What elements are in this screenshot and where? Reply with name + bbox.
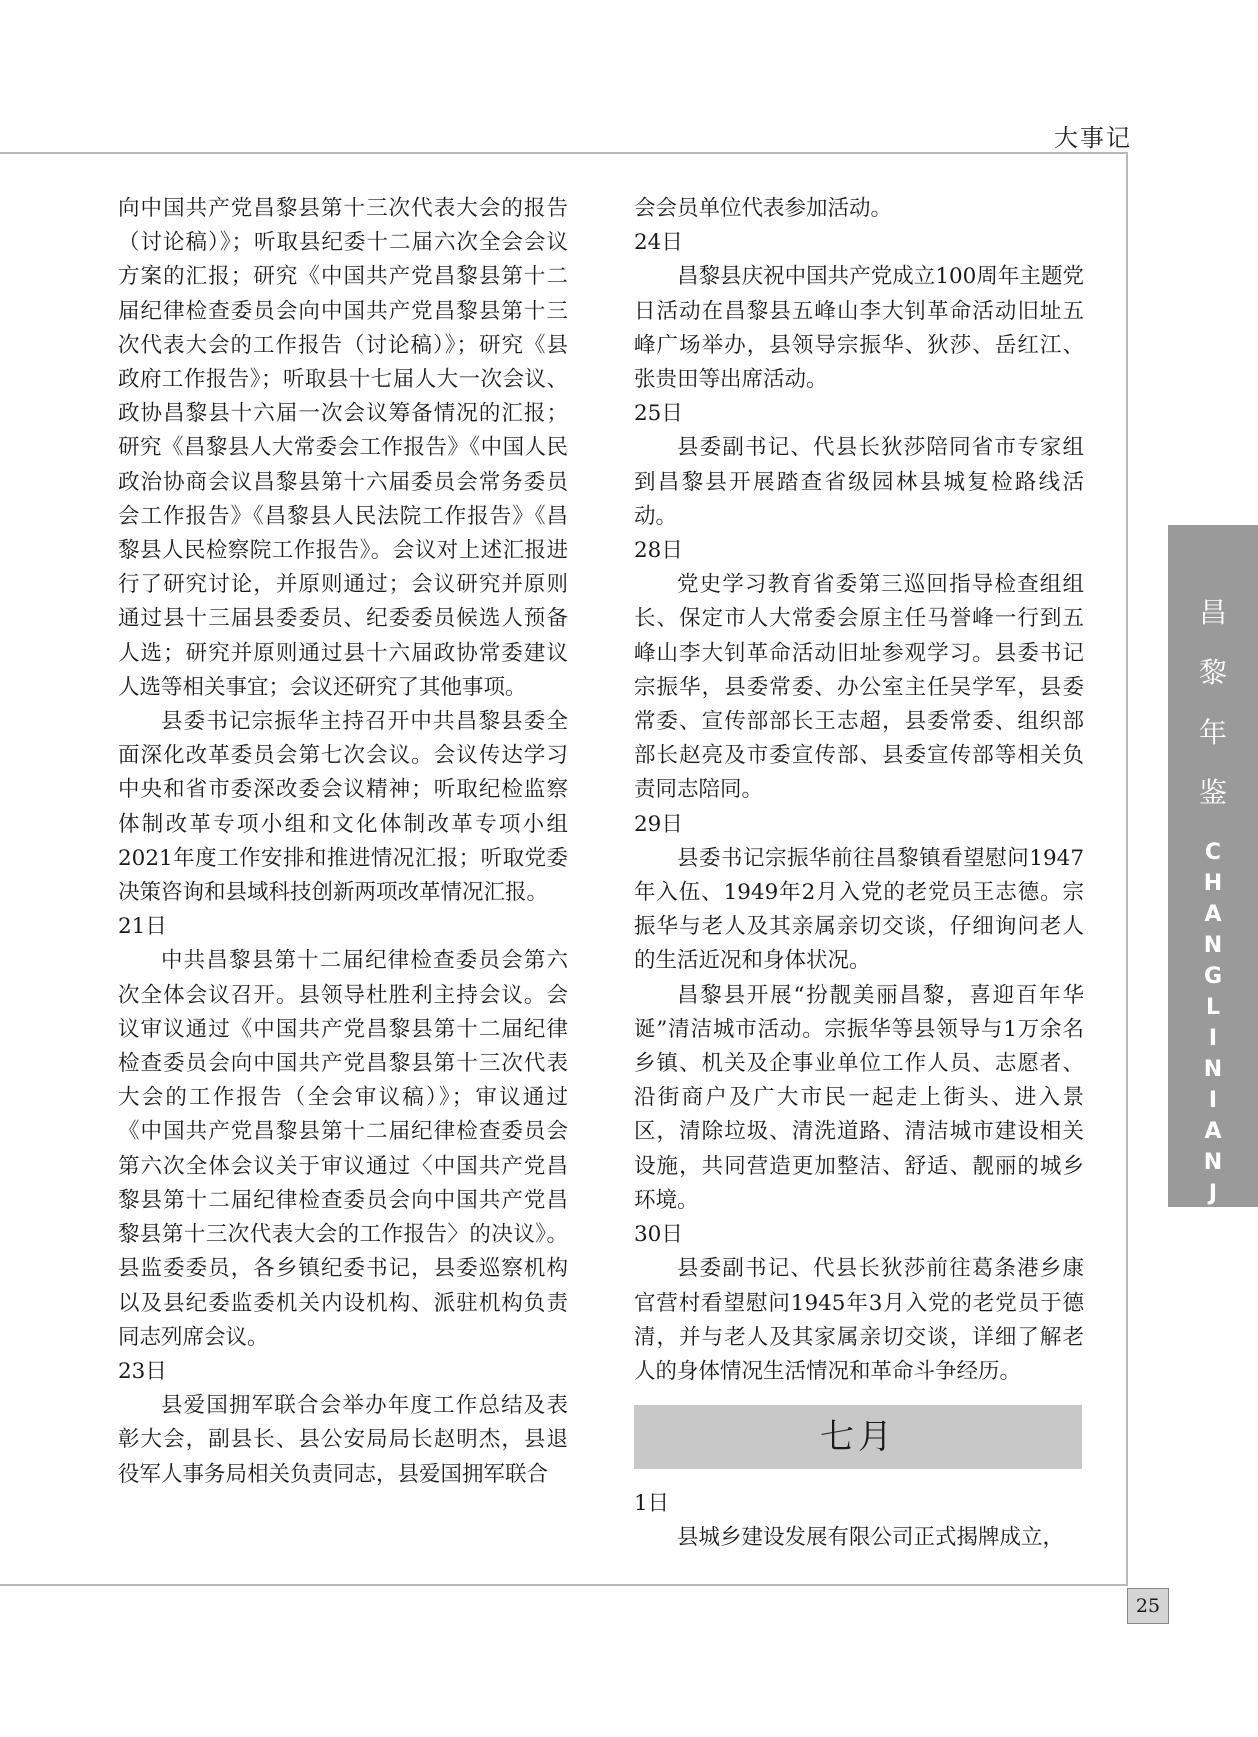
entry-date: 25日 (634, 401, 683, 427)
entry-paragraph: 县委副书记、代县长狄莎前往葛条港乡康官营村看望慰问1945年3月入党的老党员于德清，并与老人及其家属亲切交谈，详细了解老人的身体情况生活情况和革命斗争经历。 (634, 1256, 1084, 1384)
month-heading: 七月 (634, 1405, 1082, 1469)
right-column (634, 192, 1084, 1556)
side-tab-letter: I (1208, 1026, 1218, 1051)
left-column (118, 192, 568, 1492)
entry-paragraph: 县委书记宗振华主持召开中共昌黎县委全面深化改革委员会第七次会议。会议传达学习中央和省市委深改委会议精神；听取纪检监察体制改革专项小组和文化体制改革专项小组2021年度工作安排和推进情况汇报；听取党委决策咨询和县域科技创新两项改革情况汇报。 (118, 709, 568, 906)
entry-paragraph: 县委书记宗振华前往昌黎镇看望慰问1947年入伍、1949年2月入党的老党员王志德。宗振华与老人及其亲属亲切交谈，仔细询问老人的生活近况和身体状况。 (634, 845, 1084, 974)
entry-date: 21日 (118, 914, 167, 940)
side-tab-char: 昌 (1198, 596, 1227, 629)
entry-date: 28日 (634, 538, 683, 564)
side-tab-char: 鉴 (1198, 776, 1227, 809)
side-tab-pinyin-title (1168, 837, 1258, 1302)
side-tab-letter: G (1203, 964, 1223, 989)
side-tab-letter: I (1208, 1088, 1218, 1113)
side-tab-letter: C (1204, 840, 1222, 865)
continued-paragraph: 会会员单位代表参加活动。 (634, 196, 893, 221)
page-number: 25 (1127, 1588, 1169, 1624)
entry-date: 24日 (634, 230, 683, 256)
frame-bottom-rule (0, 1584, 1128, 1586)
entry-date: 29日 (634, 811, 683, 837)
entry-paragraph: 县爱国拥军联合会举办年度工作总结及表彰大会，副县长、县公安局局长赵明杰，县退役军人事务局相关负责同志，县爱国拥军联合 (118, 1393, 568, 1487)
side-tab-letter: J (1208, 1181, 1218, 1206)
side-tab-letter: A (1204, 1243, 1222, 1268)
side-tab-letter: N (1203, 1274, 1223, 1299)
side-tab-letter: L (1205, 995, 1221, 1020)
side-tab-letter: N (1203, 1057, 1223, 1082)
continued-paragraph: 向中国共产党昌黎县第十三次代表大会的报告（讨论稿）》；听取县纪委十二届六次全会会议方案的汇报；研究《中国共产党昌黎县第十二届纪律检查委员会向中国共产党昌黎县第十三次代表大会的工作报告（讨论稿）》；研究《县政府工作报告》；听取县十七届人大一次会议、政协昌黎县十六届一次会议筹备情况的汇报；研究《昌黎县人大常委会工作报告》《中国人民政治协商会议昌黎县第十六届委员会常务委员会工作报告》《昌黎县人民法院工作报告》《昌黎县人民检察院工作报告》。会议对上述汇报进行了研究讨论，并原则通过；会议研究并原则通过县十三届县委委员、纪委委员候选人预备人选；研究并原则通过县十六届政协常委建议人选等相关事宜；会议还研究了其他事项。 (118, 196, 568, 700)
side-tab-letter: A (1204, 902, 1222, 927)
section-title: 大事记 (1054, 124, 1132, 152)
frame-top-rule (0, 152, 1128, 154)
entry-paragraph: 昌黎县开展“扮靓美丽昌黎，喜迎百年华诞”清洁城市活动。宗振华等县领导与1万余名乡镇、机关及企事业单位工作人员、志愿者、沿街商户及广大市民一起走上街头、进入景区，清除垃圾、清洗道路、清洁城市建设相关设施，共同营造更加整洁、舒适、靓丽的城乡环境。 (634, 982, 1084, 1213)
side-tab-letter: H (1203, 871, 1223, 896)
side-tab-letter: A (1204, 1119, 1222, 1144)
side-tab-chinese-title (1168, 583, 1258, 823)
entry-paragraph: 党史学习教育省委第三巡回指导检查组组长、保定市人大常委会原主任马誉峰一行到五峰山李大钊革命活动旧址参观学习。县委书记宗振华，县委常委、办公室主任吴学军，县委常委、宣传部部长王志超，县委常委、组织部部长赵亮及市委宣传部、县委宣传部等相关负责同志陪同。 (634, 572, 1084, 803)
entry-date: 1日 (634, 1491, 670, 1517)
side-tab-letter: I (1208, 1212, 1218, 1237)
entry-paragraph: 县委副书记、代县长狄莎陪同省市专家组到昌黎县开展踏查省级园林县城复检路线活动。 (634, 435, 1084, 529)
entry-paragraph: 县城乡建设发展有限公司正式揭牌成立， (677, 1525, 1065, 1551)
side-tab-letter: N (1203, 1150, 1223, 1175)
entry-paragraph: 昌黎县庆祝中国共产党成立100周年主题党日活动在昌黎县五峰山李大钊革命活动旧址五峰广场举办，县领导宗振华、狄莎、岳红江、张贵田等出席活动。 (634, 264, 1084, 393)
side-tab-char: 黎 (1198, 656, 1227, 689)
side-tab-char: 年 (1198, 716, 1227, 749)
side-tab-letter: N (1203, 933, 1223, 958)
frame-right-rule (1126, 152, 1128, 1584)
entry-paragraph: 中共昌黎县第十二届纪律检查委员会第六次全体会议召开。县领导杜胜利主持会议。会议审议通过《中国共产党昌黎县第十二届纪律检查委员会向中国共产党昌黎县第十三次代表大会的工作报告（全会审议稿）》；审议通过《中国共产党昌黎县第十二届纪律检查委员会第六次全体会议关于审议通过〈中国共产党昌黎县第十二届纪律检查委员会向中国共产党昌黎县第十三次代表大会的工作报告〉的决议》。县监委委员，各乡镇纪委书记，县委巡察机构以及县纪委监委机关内设机构、派驻机构负责同志列席会议。 (118, 948, 568, 1350)
entry-date: 23日 (118, 1358, 167, 1384)
entry-date: 30日 (634, 1222, 683, 1248)
yearbook-side-tab (1168, 525, 1258, 1299)
